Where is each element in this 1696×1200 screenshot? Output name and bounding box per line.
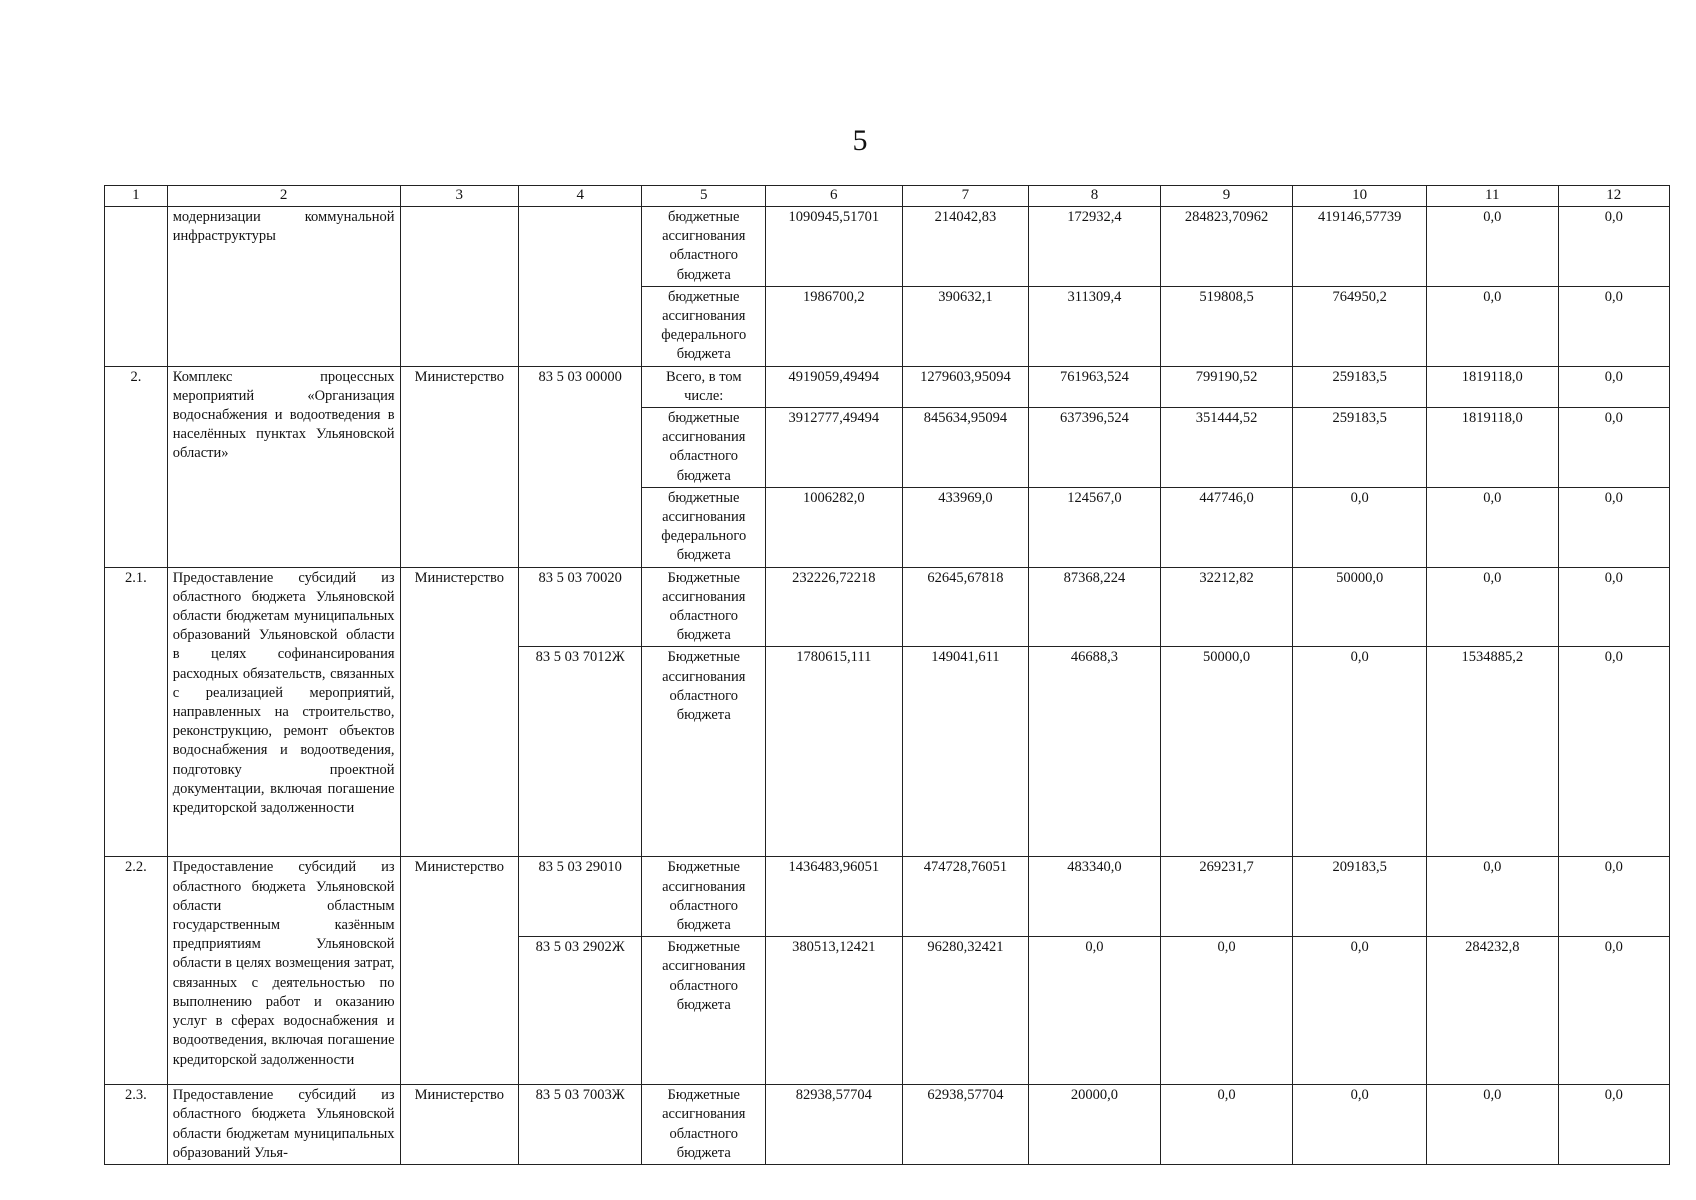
value-cell: 0,0 (1558, 567, 1669, 647)
value-cell: 845634,95094 (902, 408, 1029, 488)
funding-source: бюджетные ассигнования областного бюджета (642, 207, 765, 287)
value-cell: 20000,0 (1029, 1085, 1161, 1165)
value-cell: 1819118,0 (1426, 408, 1558, 488)
item-executor (400, 207, 518, 367)
item-executor: Министерство (400, 567, 518, 857)
value-cell: 0,0 (1293, 937, 1427, 1085)
value-cell: 0,0 (1558, 857, 1669, 937)
column-header: 10 (1293, 186, 1427, 207)
column-header: 3 (400, 186, 518, 207)
item-code: 83 5 03 7012Ж (519, 647, 642, 857)
value-cell: 0,0 (1558, 207, 1669, 287)
column-numbers-row (105, 186, 1670, 207)
value-cell: 172932,4 (1029, 207, 1161, 287)
value-cell: 149041,611 (902, 647, 1029, 857)
funding-source: Бюджетные ассигнования областного бюджета (642, 1085, 765, 1165)
item-number (105, 207, 168, 367)
item-code (519, 207, 642, 367)
item-code: 83 5 03 70020 (519, 567, 642, 647)
funding-source: Бюджетные ассигнования областного бюджета (642, 647, 765, 857)
funding-source: Бюджетные ассигнования областного бюджета (642, 937, 765, 1085)
column-header: 1 (105, 186, 168, 207)
value-cell: 1006282,0 (765, 487, 902, 567)
value-cell: 390632,1 (902, 286, 1029, 366)
value-cell: 0,0 (1426, 1085, 1558, 1165)
column-header: 8 (1029, 186, 1161, 207)
table-row (105, 1085, 1670, 1165)
value-cell: 380513,12421 (765, 937, 902, 1085)
value-cell: 419146,57739 (1293, 207, 1427, 287)
table-row (105, 567, 1670, 647)
value-cell: 124567,0 (1029, 487, 1161, 567)
funding-source: Всего, в том числе: (642, 366, 765, 407)
value-cell: 0,0 (1426, 487, 1558, 567)
item-executor: Министерство (400, 366, 518, 567)
table-row (105, 366, 1670, 407)
funding-source: бюджетные ассигнования областного бюджета (642, 408, 765, 488)
value-cell: 3912777,49494 (765, 408, 902, 488)
item-executor: Министерство (400, 1085, 518, 1165)
value-cell: 0,0 (1558, 408, 1669, 488)
value-cell: 1780615,111 (765, 647, 902, 857)
value-cell: 32212,82 (1160, 567, 1293, 647)
value-cell: 447746,0 (1160, 487, 1293, 567)
value-cell: 474728,76051 (902, 857, 1029, 937)
value-cell: 82938,57704 (765, 1085, 902, 1165)
item-name: Комплекс процессных мероприятий «Организация водоснабжения и водоотведения в населённых пунктах Ульяновской области» (167, 366, 400, 567)
value-cell: 96280,32421 (902, 937, 1029, 1085)
page-number: 5 (852, 124, 868, 157)
value-cell: 0,0 (1160, 1085, 1293, 1165)
column-header: 4 (519, 186, 642, 207)
value-cell: 0,0 (1558, 487, 1669, 567)
value-cell: 1534885,2 (1426, 647, 1558, 857)
value-cell: 0,0 (1029, 937, 1161, 1085)
table-row (105, 857, 1670, 937)
value-cell: 433969,0 (902, 487, 1029, 567)
value-cell: 0,0 (1558, 647, 1669, 857)
value-cell: 0,0 (1293, 1085, 1427, 1165)
value-cell: 214042,83 (902, 207, 1029, 287)
value-cell: 483340,0 (1029, 857, 1161, 937)
value-cell: 46688,3 (1029, 647, 1161, 857)
value-cell: 1436483,96051 (765, 857, 902, 937)
value-cell: 284232,8 (1426, 937, 1558, 1085)
item-number: 2. (105, 366, 168, 567)
funding-source: Бюджетные ассигнования областного бюджета (642, 857, 765, 937)
value-cell: 761963,524 (1029, 366, 1161, 407)
value-cell: 1279603,95094 (902, 366, 1029, 407)
funding-source: бюджетные ассигнования федерального бюджета (642, 487, 765, 567)
item-code: 83 5 03 2902Ж (519, 937, 642, 1085)
value-cell: 0,0 (1426, 857, 1558, 937)
value-cell: 232226,72218 (765, 567, 902, 647)
value-cell: 259183,5 (1293, 366, 1427, 407)
value-cell: 519808,5 (1160, 286, 1293, 366)
column-header: 2 (167, 186, 400, 207)
value-cell: 4919059,49494 (765, 366, 902, 407)
value-cell: 764950,2 (1293, 286, 1427, 366)
value-cell: 259183,5 (1293, 408, 1427, 488)
value-cell: 0,0 (1558, 286, 1669, 366)
value-cell: 637396,524 (1029, 408, 1161, 488)
value-cell: 0,0 (1558, 366, 1669, 407)
value-cell: 0,0 (1426, 286, 1558, 366)
value-cell: 351444,52 (1160, 408, 1293, 488)
item-executor: Министерство (400, 857, 518, 1085)
value-cell: 799190,52 (1160, 366, 1293, 407)
column-header: 7 (902, 186, 1029, 207)
value-cell: 50000,0 (1160, 647, 1293, 857)
value-cell: 62938,57704 (902, 1085, 1029, 1165)
funding-source: Бюджетные ассигнования областного бюджета (642, 567, 765, 647)
value-cell: 269231,7 (1160, 857, 1293, 937)
column-header: 6 (765, 186, 902, 207)
item-code: 83 5 03 7003Ж (519, 1085, 642, 1165)
budget-table (104, 185, 1670, 1165)
item-number: 2.1. (105, 567, 168, 857)
value-cell: 0,0 (1160, 937, 1293, 1085)
value-cell: 0,0 (1426, 567, 1558, 647)
column-header: 9 (1160, 186, 1293, 207)
column-header: 5 (642, 186, 765, 207)
value-cell: 87368,224 (1029, 567, 1161, 647)
item-name: Предоставление субсидий из областного бюджета Ульяновской области областным государственным казённым предприятиям Ульяновской области в целях возмещения затрат, связанных с деятельностью по выполнению работ и оказанию услуг в сферах водоснабжения и водоотведения, включая погашение кредиторской задолженности (167, 857, 400, 1085)
value-cell: 284823,70962 (1160, 207, 1293, 287)
value-cell: 0,0 (1558, 1085, 1669, 1165)
item-code: 83 5 03 00000 (519, 366, 642, 567)
value-cell: 0,0 (1558, 937, 1669, 1085)
value-cell: 0,0 (1293, 647, 1427, 857)
table-row (105, 207, 1670, 287)
funding-source: бюджетные ассигнования федерального бюджета (642, 286, 765, 366)
value-cell: 311309,4 (1029, 286, 1161, 366)
value-cell: 0,0 (1426, 207, 1558, 287)
item-number: 2.2. (105, 857, 168, 1085)
item-number: 2.3. (105, 1085, 168, 1165)
value-cell: 1819118,0 (1426, 366, 1558, 407)
value-cell: 1090945,51701 (765, 207, 902, 287)
value-cell: 50000,0 (1293, 567, 1427, 647)
value-cell: 209183,5 (1293, 857, 1427, 937)
column-header: 12 (1558, 186, 1669, 207)
value-cell: 0,0 (1293, 487, 1427, 567)
item-name: Предоставление субсидий из областного бюджета Ульяновской области бюджетам муниципальных образований Ульяновской области в целях софинансирования расходных обязательств, связанных с реализацией мероприятий, направленных на строительство, реконструкцию, ремонт объектов водоснабжения и водоотведения, подготовку проектной документации, включая погашение кредиторской задолженности (167, 567, 400, 857)
value-cell: 1986700,2 (765, 286, 902, 366)
value-cell: 62645,67818 (902, 567, 1029, 647)
item-code: 83 5 03 29010 (519, 857, 642, 937)
item-name: Предоставление субсидий из областного бюджета Ульяновской области бюджетам муниципальных образований Улья- (167, 1085, 400, 1165)
column-header: 11 (1426, 186, 1558, 207)
item-name: модернизации коммунальной инфраструктуры (167, 207, 400, 367)
